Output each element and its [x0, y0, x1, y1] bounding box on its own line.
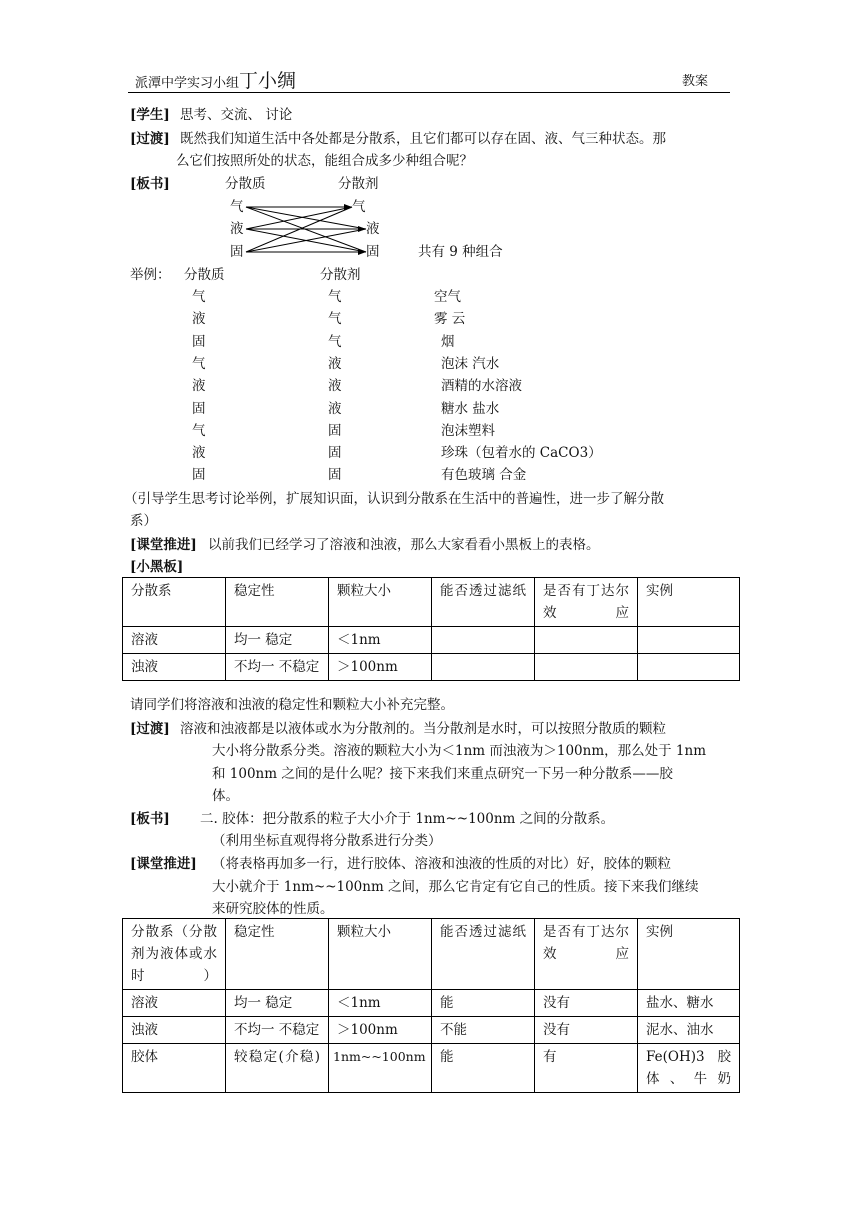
- table-cell: 浊液: [123, 654, 226, 681]
- table2-header-cell: 是否有丁达尔效应: [535, 919, 638, 990]
- advance-label-2: [课堂推进]: [130, 856, 197, 872]
- table1-header-cell: 是否有丁达尔效应: [535, 578, 638, 627]
- table-cell: ＜1nm: [329, 990, 432, 1017]
- note-line1: （引导学生思考讨论举例，扩展知识面，认识到分散系在生活中的普遍性，进一步了解分散: [124, 491, 664, 507]
- table2-header-cell: 颗粒大小: [329, 919, 432, 990]
- example-dispersed-phase: 固: [192, 400, 206, 417]
- blackboard-label: [小黑板]: [130, 559, 184, 575]
- advance-2-line3: 来研究胶体的性质。: [212, 901, 334, 917]
- table-cell: [638, 627, 740, 654]
- table-cell: 均一 稳定: [226, 990, 329, 1017]
- board-label-2: [板书]: [130, 811, 170, 827]
- examples-label: 举例：: [130, 267, 171, 283]
- table-cell: [535, 627, 638, 654]
- table-cell: 浊液: [123, 1017, 226, 1044]
- board-label-1: [板书]: [130, 176, 170, 192]
- example-instance: 酒精的水溶液: [441, 378, 522, 395]
- example-instance: 空气: [434, 289, 461, 305]
- table1-header-cell: 实例: [638, 578, 740, 627]
- transition-label-2: [过渡]: [130, 721, 170, 737]
- table-comparison: [122, 918, 740, 1093]
- board-right-solid: 固: [366, 244, 380, 260]
- table-cell: 能: [432, 990, 535, 1017]
- table-cell: [432, 654, 535, 681]
- example-dispersed-phase: 气: [192, 422, 206, 439]
- board-total-note: 共有 9 种组合: [418, 244, 503, 260]
- transition-2-line3: 和 100nm 之间的是什么呢？接下来我们来重点研究一下另一种分散系——胶: [212, 766, 673, 782]
- table-row: [123, 1044, 740, 1093]
- arrow-head-solid: [358, 249, 366, 255]
- table1-header-cell: 分散系: [123, 578, 226, 627]
- table-cell: [432, 627, 535, 654]
- board-left-liquid: 液: [230, 221, 244, 237]
- example-instance: 珍珠（包着水的 CaCO3）: [441, 445, 602, 462]
- example-instance: 烟: [441, 333, 455, 350]
- table-row: [123, 627, 740, 654]
- board-2-line1: 二. 胶体：把分散系的粒子大小介于 1nm~~100nm 之间的分散系。: [200, 811, 615, 827]
- example-instance: 有色玻璃 合金: [441, 467, 527, 484]
- student-label: [学生]: [130, 107, 170, 123]
- example-dispersed-phase: 液: [192, 311, 206, 328]
- advance-2-line2: 大小就介于 1nm~~100nm 之间，那么它肯定有它自己的性质。接下来我们继续: [212, 879, 699, 895]
- student-text: 思考、交流、 讨论: [180, 107, 293, 123]
- table-cell: 溶液: [123, 990, 226, 1017]
- table-cell: 不均一 不稳定: [226, 654, 329, 681]
- instruction: 请同学们将溶液和浊液的稳定性和颗粒大小补充完整。: [130, 697, 454, 713]
- table-cell: 溶液: [123, 627, 226, 654]
- table-cell: 盐水、糖水: [638, 990, 740, 1017]
- table-cell: ＞100nm: [329, 1017, 432, 1044]
- doc-type: 教案: [682, 74, 709, 89]
- table-cell: 泥水、油水: [638, 1017, 740, 1044]
- example-dispersion-medium: 液: [328, 378, 342, 395]
- example-dispersed-phase: 气: [192, 355, 206, 372]
- transition-2-line2: 大小将分散系分类。溶液的颗粒大小为＜1nm 而浊液为＞100nm，那么处于 1nm: [212, 743, 707, 759]
- table-cell: 有: [535, 1044, 638, 1093]
- author-name: 丁小绸: [239, 70, 297, 92]
- example-instance: 泡沫塑料: [441, 422, 495, 439]
- transition-label-1: [过渡]: [130, 131, 170, 147]
- table-cell: 没有: [535, 990, 638, 1017]
- table1-header-cell: 能否透过滤纸: [432, 578, 535, 627]
- example-dispersion-medium: 液: [328, 355, 342, 372]
- table1-header-cell: 稳定性: [226, 578, 329, 627]
- board-right-gas: 气: [352, 199, 366, 215]
- example-dispersion-medium: 气: [328, 289, 342, 305]
- examples-col1-header: 分散质: [184, 267, 225, 283]
- table2-header-cell: 稳定性: [226, 919, 329, 990]
- table1-header-cell: 颗粒大小: [329, 578, 432, 627]
- table-row: [123, 1017, 740, 1044]
- table2-header-cell: 实例: [638, 919, 740, 990]
- transition-2-line4: 体。: [212, 788, 239, 804]
- table-cell: 胶体: [123, 1044, 226, 1093]
- example-dispersed-phase: 固: [192, 467, 206, 484]
- note-line2: 系）: [130, 513, 157, 529]
- table1-header-row: [123, 578, 740, 627]
- table2-header-row: [123, 919, 740, 990]
- example-dispersion-medium: 固: [328, 422, 342, 439]
- table-cell: 没有: [535, 1017, 638, 1044]
- transition-2-line1: 溶液和浊液都是以液体或水为分散剂的。当分散剂是水时，可以按照分散质的颗粒: [180, 721, 666, 737]
- example-instance: 泡沫 汽水: [441, 355, 500, 372]
- example-dispersion-medium: 液: [328, 400, 342, 417]
- example-dispersion-medium: 固: [328, 445, 342, 462]
- table-cell: 不均一 不稳定: [226, 1017, 329, 1044]
- combination-lines: [0, 0, 860, 300]
- advance-2-line1: （将表格再加多一行，进行胶体、溶液和浊液的性质的对比）好，胶体的颗粒: [212, 856, 671, 872]
- example-dispersion-medium: 固: [328, 467, 342, 484]
- advance-label-1: [课堂推进]: [130, 537, 197, 553]
- advance-text-1: 以前我们已经学习了溶液和浊液，那么大家看看小黑板上的表格。: [208, 537, 600, 553]
- examples-col2-header: 分散剂: [320, 267, 361, 283]
- table2-header-cell: 能否透过滤纸: [432, 919, 535, 990]
- table-cell: 不能: [432, 1017, 535, 1044]
- transition-1-line1: 既然我们知道生活中各处都是分散系，且它们都可以存在固、液、气三种状态。那: [180, 131, 666, 147]
- table-cell: ＜1nm: [329, 627, 432, 654]
- arrow-head-liquid: [358, 226, 366, 232]
- board-left-gas: 气: [230, 199, 244, 215]
- table-cell: 1nm~~100nm: [329, 1044, 432, 1093]
- board-right-header: 分散剂: [338, 176, 379, 192]
- example-dispersed-phase: 气: [192, 289, 206, 305]
- example-instance: 糖水 盐水: [441, 400, 500, 417]
- transition-1-line2: 么它们按照所处的状态，能组合成多少种组合呢？: [176, 153, 473, 169]
- table-row: [123, 654, 740, 681]
- board-right-liquid: 液: [366, 221, 380, 237]
- example-dispersed-phase: 液: [192, 445, 206, 462]
- example-dispersion-medium: 气: [328, 333, 342, 350]
- table-cell: [535, 654, 638, 681]
- board-2-line2: （利用坐标直观得将分散系进行分类）: [212, 833, 442, 849]
- board-left-solid: 固: [230, 244, 244, 260]
- example-dispersed-phase: 液: [192, 378, 206, 395]
- example-instance: 雾 云: [434, 311, 466, 328]
- school-group-text: 派潭中学实习小组: [135, 76, 240, 91]
- table-cell: Fe(OH)3 胶体、牛奶: [638, 1044, 740, 1093]
- example-dispersion-medium: 气: [328, 311, 342, 328]
- table-cell: ＞100nm: [329, 654, 432, 681]
- table-cell: [638, 654, 740, 681]
- table-cell: 较稳定(介稳): [226, 1044, 329, 1093]
- table2-header-cell: 分散系（分散剂为液体或水时）: [123, 919, 226, 990]
- table-blackboard: [122, 577, 740, 681]
- table-cell: 均一 稳定: [226, 627, 329, 654]
- board-left-header: 分散质: [225, 176, 266, 192]
- table-cell: 能: [432, 1044, 535, 1093]
- table-row: [123, 990, 740, 1017]
- example-dispersed-phase: 固: [192, 333, 206, 350]
